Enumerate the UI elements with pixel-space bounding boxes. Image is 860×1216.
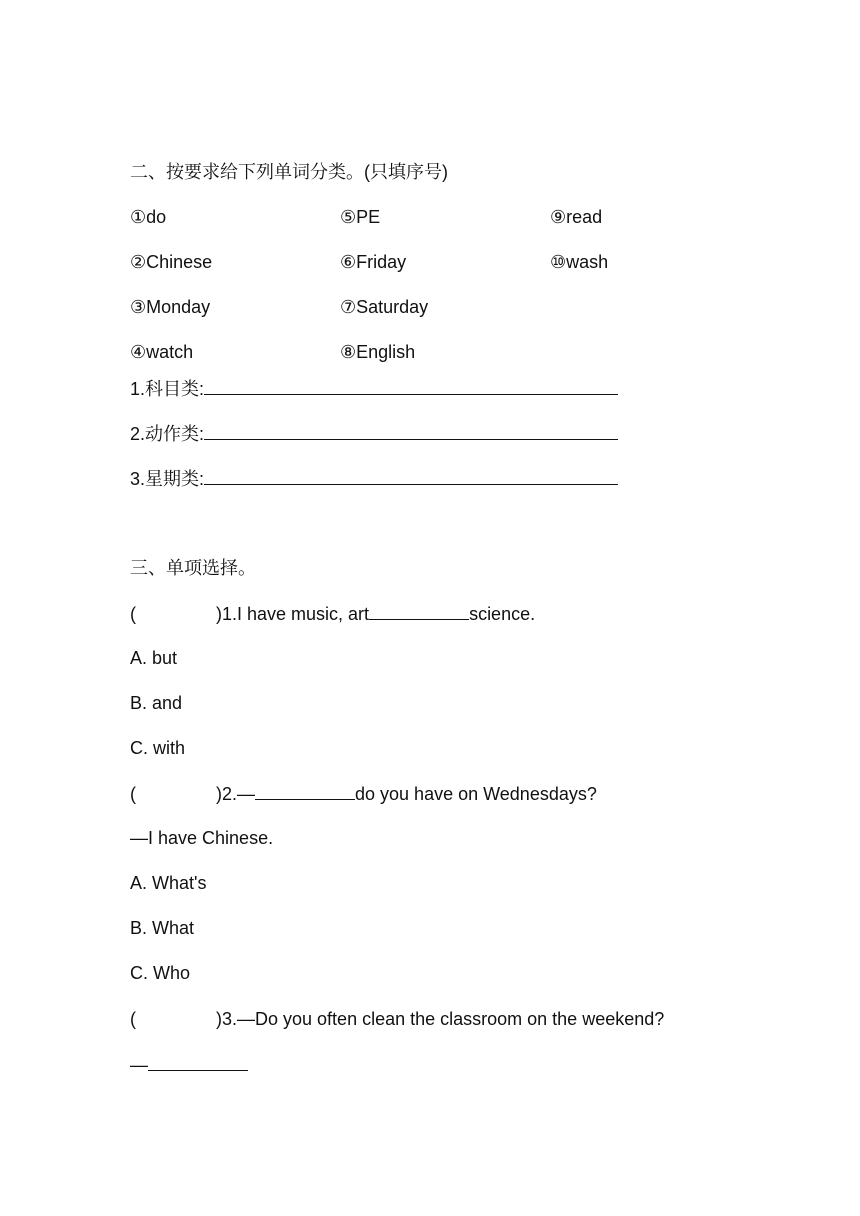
category-label: 3.星期类: bbox=[130, 469, 205, 489]
section3-title: 三、单项选择。 bbox=[130, 558, 256, 578]
dialogue-reply: —I have Chinese. bbox=[130, 828, 274, 848]
category-row-weekdays bbox=[130, 466, 618, 491]
category-row-actions bbox=[130, 421, 618, 446]
word-item: ④watch bbox=[130, 342, 194, 362]
option-b: B. What bbox=[130, 918, 195, 938]
question-stem: do you have on Wednesdays? bbox=[355, 784, 597, 804]
option-c: C. Who bbox=[130, 963, 191, 983]
answer-blank[interactable] bbox=[204, 466, 618, 485]
dialogue-reply bbox=[130, 1052, 248, 1077]
answer-paren-open: ( bbox=[130, 1009, 136, 1029]
word-item: ⑤PE bbox=[340, 207, 381, 227]
reply-dash: — bbox=[130, 1055, 148, 1075]
question-2 bbox=[130, 781, 597, 806]
category-label: 2.动作类: bbox=[130, 424, 205, 444]
question-stem: science. bbox=[469, 604, 536, 624]
word-item: ②Chinese bbox=[130, 252, 213, 272]
question-stem: )2.— bbox=[216, 784, 256, 804]
word-item: ⑩wash bbox=[550, 252, 609, 272]
word-item: ①do bbox=[130, 207, 167, 227]
question-1 bbox=[130, 601, 535, 626]
answer-blank[interactable] bbox=[204, 421, 618, 440]
question-stem: )1.I have music, art bbox=[216, 604, 370, 624]
question-3 bbox=[130, 1007, 664, 1031]
fill-blank[interactable] bbox=[369, 601, 469, 620]
category-label: 1.科目类: bbox=[130, 379, 205, 399]
word-item: ⑦Saturday bbox=[340, 297, 429, 317]
option-a: A. but bbox=[130, 648, 178, 668]
section2-title: 二、按要求给下列单词分类。(只填序号) bbox=[130, 162, 448, 182]
word-item: ③Monday bbox=[130, 297, 211, 317]
fill-blank[interactable] bbox=[255, 781, 355, 800]
answer-blank[interactable] bbox=[204, 376, 618, 395]
category-row-subjects bbox=[130, 376, 618, 401]
answer-paren-open: ( bbox=[130, 604, 136, 624]
word-item: ⑧English bbox=[340, 342, 416, 362]
word-item: ⑨read bbox=[550, 207, 603, 227]
fill-blank[interactable] bbox=[148, 1052, 248, 1071]
word-item: ⑥Friday bbox=[340, 252, 407, 272]
question-stem: )3.—Do you often clean the classroom on the weekend? bbox=[216, 1009, 665, 1029]
answer-paren-open: ( bbox=[130, 784, 136, 804]
option-c: C. with bbox=[130, 738, 186, 758]
option-b: B. and bbox=[130, 693, 183, 713]
option-a: A. What's bbox=[130, 873, 207, 893]
